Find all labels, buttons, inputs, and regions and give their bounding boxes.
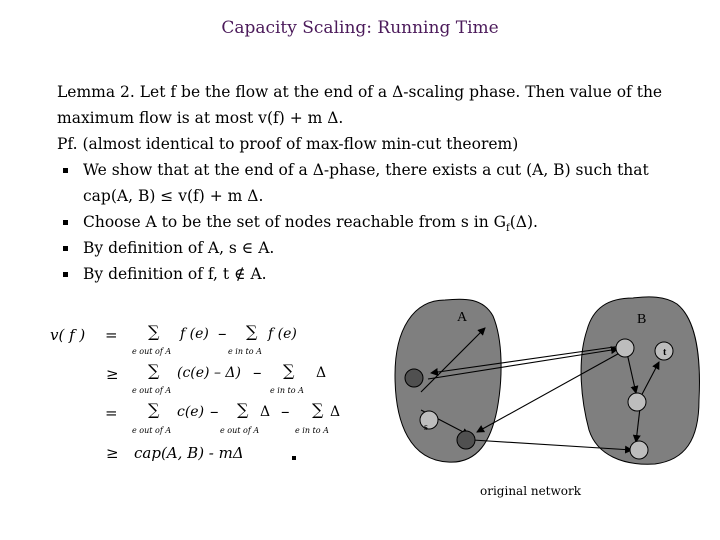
sum-subscript: e in to A bbox=[228, 347, 262, 356]
sum-symbol: ∑ bbox=[246, 322, 258, 341]
bullet-2-subscript: f bbox=[506, 223, 510, 235]
node-a-bottom bbox=[457, 431, 475, 449]
node-s bbox=[420, 411, 438, 429]
sum-symbol: ∑ bbox=[148, 322, 160, 341]
bullet-item-4 bbox=[57, 261, 697, 287]
bullet-item-1 bbox=[57, 157, 697, 183]
sum-subscript: e out of A bbox=[132, 347, 172, 356]
minus-sign: – bbox=[253, 363, 262, 383]
bullet-2-text: Choose A to be the set of nodes reachable from s in G bbox=[83, 213, 507, 231]
term-residual-out: (c(e) – Δ) bbox=[177, 365, 241, 381]
equals-sign: = bbox=[105, 326, 118, 344]
bullet-3-text: By definition of A, s ∈ A. bbox=[83, 239, 275, 257]
equals-sign: = bbox=[105, 404, 118, 422]
sum-subscript: e in to A bbox=[295, 426, 329, 435]
sum-subscript: e out of A bbox=[220, 426, 260, 435]
label-s: s bbox=[424, 422, 428, 433]
lemma-line-1: Lemma 2. Let f be the flow at the end of a Δ-scaling phase. Then value of the bbox=[57, 83, 663, 101]
node-b-top bbox=[616, 339, 634, 357]
label-a: A bbox=[457, 310, 468, 325]
bullet-4-text: By definition of f, t ∉ A. bbox=[83, 265, 267, 283]
bullet-1-text: We show that at the end of a Δ-phase, there exists a cut (A, B) such that bbox=[83, 161, 649, 179]
sum-symbol: ∑ bbox=[148, 400, 160, 419]
sum-subscript: e out of A bbox=[132, 386, 172, 395]
minus-sign: – bbox=[281, 402, 290, 422]
label-t: t bbox=[663, 347, 667, 358]
decorative-dot bbox=[292, 456, 296, 460]
sum-symbol: ∑ bbox=[148, 361, 160, 380]
bullet-icon bbox=[63, 220, 68, 225]
node-b-bottom bbox=[630, 441, 648, 459]
lemma-line-2: maximum flow is at most v(f) + m Δ. bbox=[57, 109, 344, 127]
minus-sign: – bbox=[210, 402, 219, 422]
bullet-icon bbox=[63, 246, 68, 251]
cut-diagram bbox=[393, 290, 705, 470]
sum-symbol: ∑ bbox=[237, 400, 249, 419]
geq-sign: ≥ bbox=[106, 365, 119, 383]
proof-intro: Pf. (almost identical to proof of max-flow min-cut theorem) bbox=[57, 135, 519, 153]
slide-body bbox=[57, 79, 697, 287]
diagram-caption: original network bbox=[480, 484, 582, 498]
term-delta-in: Δ bbox=[316, 365, 327, 381]
cut-capacity-bound: cap(A, B) - mΔ bbox=[134, 444, 244, 462]
sum-symbol: ∑ bbox=[283, 361, 295, 380]
bullet-item-3 bbox=[57, 235, 697, 261]
term-delta-out: Δ bbox=[260, 404, 271, 420]
sum-subscript: e out of A bbox=[132, 426, 172, 435]
sum-subscript: e in to A bbox=[270, 386, 304, 395]
node-a-left bbox=[405, 369, 423, 387]
bullet-icon bbox=[63, 168, 68, 173]
bullet-1-continuation: cap(A, B) ≤ v(f) + m Δ. bbox=[83, 187, 264, 205]
node-b-mid bbox=[628, 393, 646, 411]
term-delta-in: Δ bbox=[330, 404, 341, 420]
bullet-icon bbox=[63, 272, 68, 277]
flow-value-lhs: v( f ) bbox=[50, 326, 86, 344]
term-capacity-out: c(e) bbox=[177, 404, 205, 420]
sum-symbol: ∑ bbox=[312, 400, 324, 419]
slide-title: Capacity Scaling: Running Time bbox=[221, 18, 499, 38]
bullet-2-end: (Δ). bbox=[509, 213, 538, 231]
term-flow-out: f (e) bbox=[180, 326, 209, 342]
minus-sign: – bbox=[218, 324, 227, 344]
geq-sign: ≥ bbox=[106, 444, 119, 462]
flow-derivation bbox=[50, 318, 370, 478]
bullet-item-2 bbox=[57, 209, 697, 235]
label-b: B bbox=[637, 312, 647, 327]
term-flow-in: f (e) bbox=[268, 326, 297, 342]
